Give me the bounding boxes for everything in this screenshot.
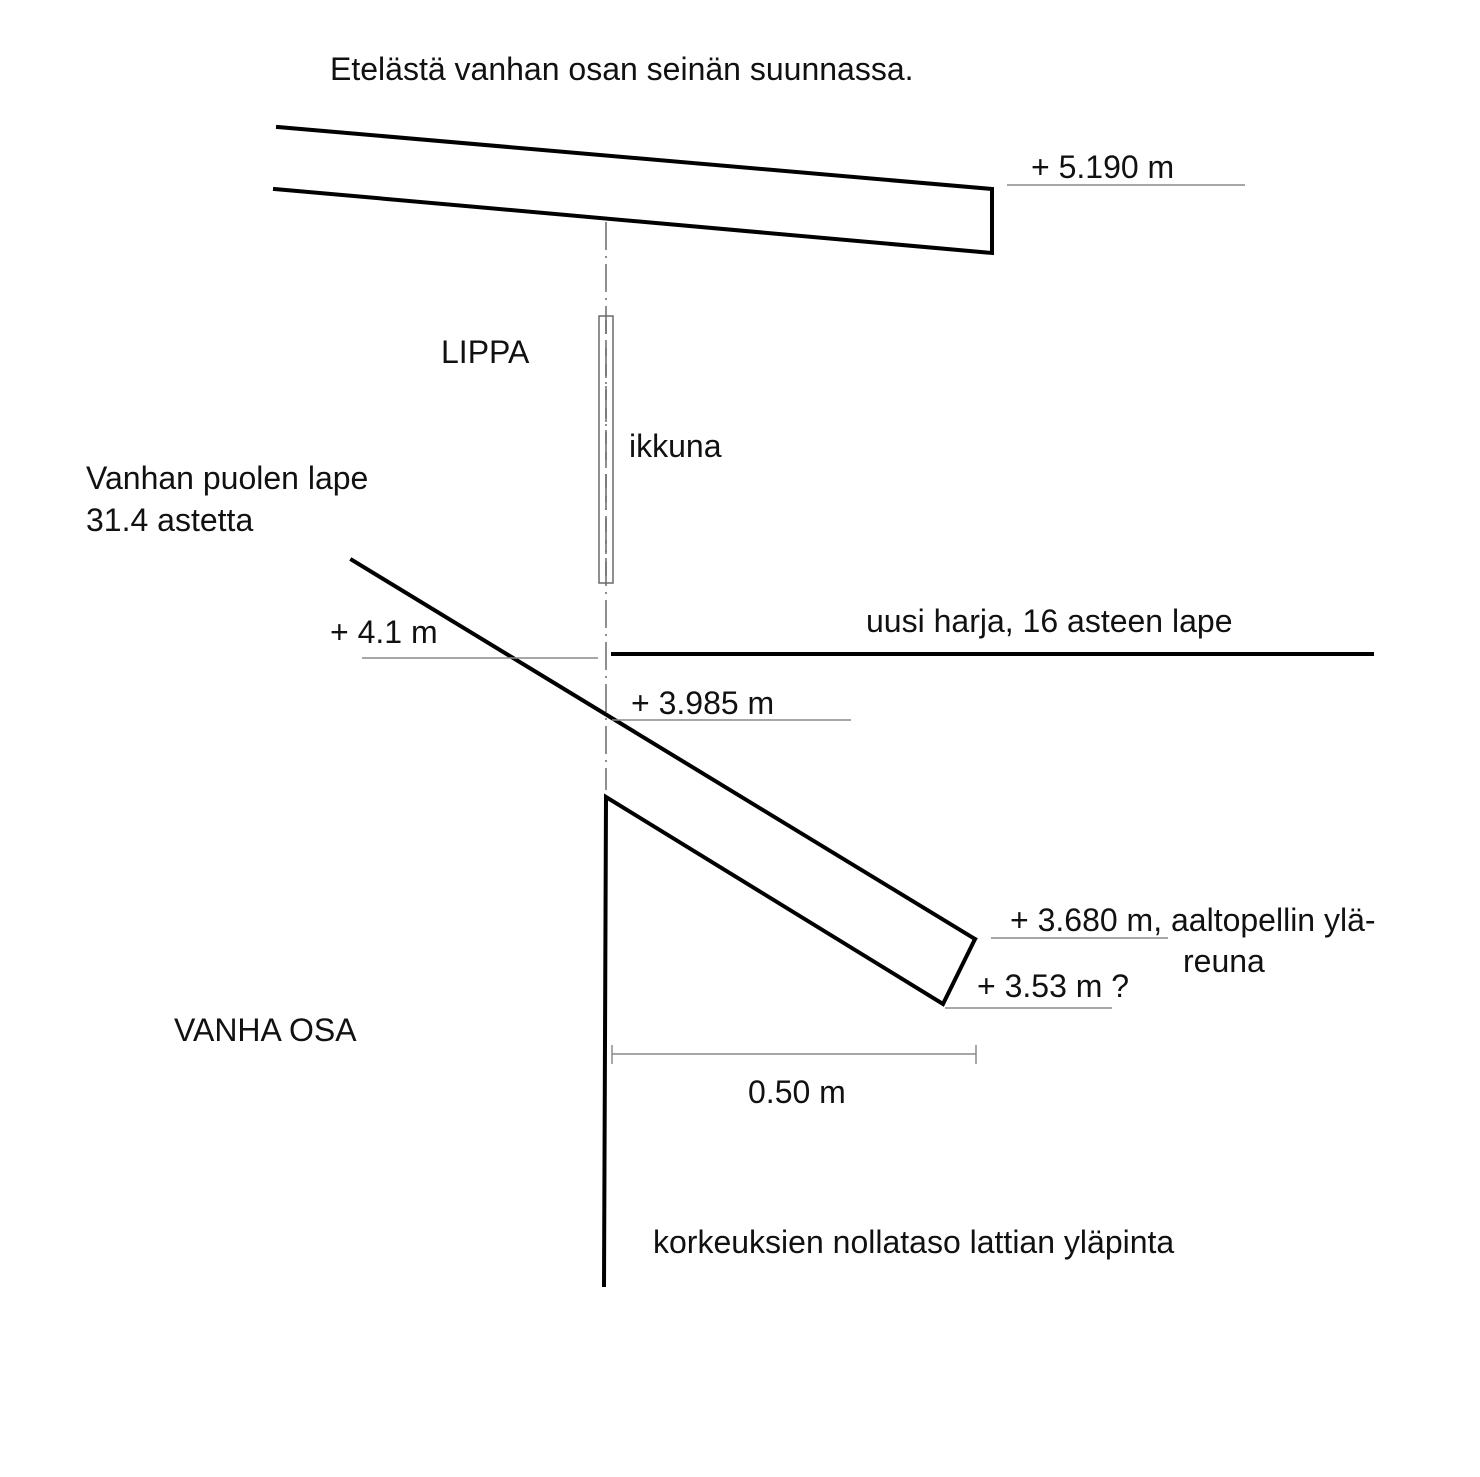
old-roof-lower-edge-and-wall bbox=[604, 797, 975, 1285]
upper-overhang-outline bbox=[275, 127, 992, 253]
zero-level-label: korkeuksien nollataso lattian yläpinta bbox=[653, 1224, 1175, 1260]
level-41-label: + 4.1 m bbox=[330, 614, 438, 650]
ikkuna-label: ikkuna bbox=[629, 428, 722, 464]
dimension-label: 0.50 m bbox=[748, 1074, 846, 1110]
level-353-label: + 3.53 m ? bbox=[977, 968, 1130, 1004]
drawing-title: Etelästä vanhan osan seinän suunnassa. bbox=[330, 51, 914, 87]
old-slope-label-line2: 31.4 astetta bbox=[86, 502, 254, 538]
old-slope-label-line1: Vanhan puolen lape bbox=[86, 460, 369, 496]
new-ridge-label: uusi harja, 16 asteen lape bbox=[866, 603, 1233, 639]
level-3680-label-line2: reuna bbox=[1183, 943, 1265, 979]
lippa-label: LIPPA bbox=[441, 334, 530, 370]
level-3985-label: + 3.985 m bbox=[631, 685, 775, 721]
level-5190-label: + 5.190 m bbox=[1031, 149, 1175, 185]
level-3680-label-line1: + 3.680 m, aaltopellin ylä- bbox=[1010, 902, 1376, 938]
old-part-label: VANHA OSA bbox=[174, 1012, 357, 1048]
